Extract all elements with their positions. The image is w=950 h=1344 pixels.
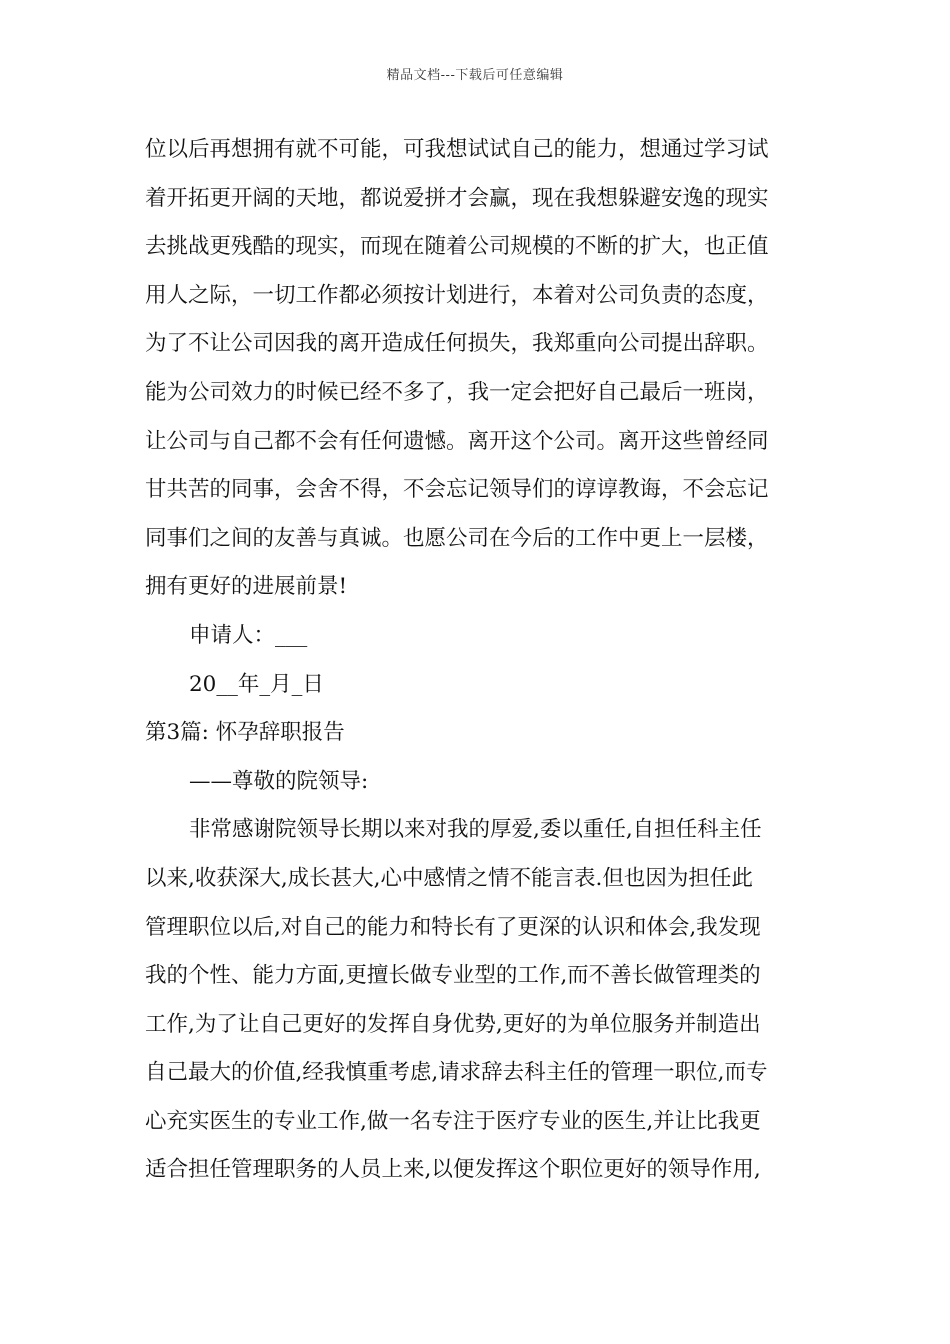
text-line: 拥有更好的进展前景! — [145, 574, 348, 600]
section-title: 第3篇: 怀孕辞职报告 — [145, 720, 345, 746]
text-line: 甘共苦的同事，会舍不得，不会忘记领导们的谆谆教诲，不会忘记 — [145, 477, 769, 503]
text-line: 位以后再想拥有就不可能，可我想试试自己的能力，想通过学习试 — [145, 137, 769, 162]
page-header: 精品文档---下载后可任意编辑 — [386, 68, 564, 83]
text-line: 管理职位以后,对自己的能力和特长有了更深的认识和体会,我发现 — [145, 914, 761, 940]
text-line: 去挑战更残酷的现实，而现在随着公司规模的不断的扩大，也正值 — [145, 234, 769, 260]
text-line: 自己最大的价值,经我慎重考虑,请求辞去科主任的管理一职位,而专 — [145, 1060, 768, 1086]
text-line: 工作,为了让自己更好的发挥自身优势,更好的为单位服务并制造出 — [145, 1011, 761, 1037]
document-body — [145, 126, 810, 1195]
date-line: 20__年_月_日 — [189, 671, 324, 697]
salutation: ——尊敬的院领导: — [189, 768, 369, 794]
applicant-signature: 申请人：___ — [189, 622, 308, 648]
text-line: 我的个性、能力方面,更擅长做专业型的工作,而不善长做管理类的 — [145, 963, 761, 989]
text-line: 非常感谢院领导长期以来对我的厚爱,委以重任,自担任科主任 — [189, 817, 762, 843]
text-line: 以来,收获深大,成长甚大,心中感情之情不能言表.但也因为担任此 — [145, 865, 753, 891]
text-line: 同事们之间的友善与真诚。也愿公司在今后的工作中更上一层楼， — [145, 525, 769, 551]
text-line: 适合担任管理职务的人员上来,以便发挥这个职位更好的领导作用, — [145, 1157, 761, 1183]
text-line: 为了不让公司因我的离开造成任何损失，我郑重向公司提出辞职。 — [145, 331, 769, 357]
text-line: 用人之际，一切工作都必须按计划进行，本着对公司负责的态度， — [145, 282, 769, 308]
text-line: 心充实医生的专业工作,做一名专注于医疗专业的医生,并让比我更 — [145, 1108, 761, 1134]
text-line: 能为公司效力的时候已经不多了，我一定会把好自己最后一班岗， — [145, 379, 769, 405]
text-line: 让公司与自己都不会有任何遗憾。离开这个公司。离开这些曾经同 — [145, 428, 769, 454]
text-line: 着开拓更开阔的天地，都说爱拼才会赢，现在我想躲避安逸的现实 — [145, 185, 769, 211]
